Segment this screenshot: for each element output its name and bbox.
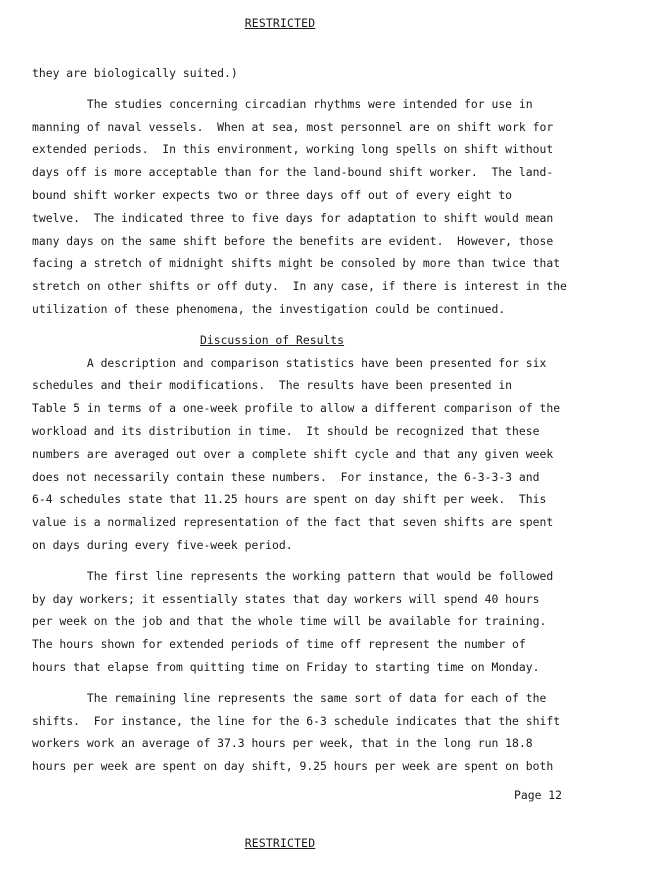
paragraph-line: 6-4 schedules state that 11.25 hours are spent on day shift per week. This (32, 492, 547, 507)
paragraph-line: manning of naval vessels. When at sea, most personnel are on shift work for (32, 119, 554, 134)
paragraph-line: days off is more acceptable than for the land-bound shift worker. The land- (32, 165, 554, 180)
page-number: Page 12 (514, 788, 563, 802)
section-heading (32, 329, 622, 352)
paragraph-line: A description and comparison statistics have been presented for six (32, 355, 547, 370)
paragraph-line: The remaining line represents the same sort of data for each of the (32, 690, 547, 705)
paragraph-line: twelve. The indicated three to five days for adaptation to shift would mean (32, 210, 554, 225)
paragraph-line: hours per week are spent on day shift, 9.25 hours per week are spent on both (32, 759, 554, 774)
document-body (32, 62, 622, 778)
paragraph-line: utilization of these phenomena, the investigation could be continued. (32, 301, 506, 316)
paragraph-line: value is a normalized representation of the fact that seven shifts are spent (32, 515, 554, 530)
paragraph-line: many days on the same shift before the benefits are evident. However, those (32, 233, 554, 248)
paragraph-line: hours that elapse from quitting time on Friday to starting time on Monday. (32, 659, 540, 674)
paragraph-line: by day workers; it essentially states that day workers will spend 40 hours (32, 591, 540, 606)
paragraph-line: facing a stretch of midnight shifts might be consoled by more than twice that (32, 256, 561, 271)
paragraph-line: numbers are averaged out over a complete shift cycle and that any given week (32, 446, 554, 461)
paragraph-line: workload and its distribution in time. It should be recognized that these (32, 423, 540, 438)
paragraph-line: The studies concerning circadian rhythms were intended for use in (32, 96, 533, 111)
paragraph-line: stretch on other shifts or off duty. In any case, if there is interest in the (32, 279, 567, 294)
paragraph-line: bound shift worker expects two or three days off out of every eight to (32, 187, 513, 202)
paragraph-line: shifts. For instance, the line for the 6-3 schedule indicates that the shift (32, 713, 561, 728)
paragraph-line: workers work an average of 37.3 hours per week, that in the long run 18.8 (32, 736, 533, 751)
paragraph-line: they are biologically suited.) (32, 66, 238, 80)
footer-restricted-marking: RESTRICTED (244, 836, 316, 850)
header-restricted-marking: RESTRICTED (244, 16, 316, 30)
paragraph-line: per week on the job and that the whole time will be available for training. (32, 614, 547, 629)
paragraph-line: Table 5 in terms of a one-week profile to allow a different comparison of the (32, 401, 561, 416)
section-heading-text: Discussion of Results (200, 332, 345, 347)
paragraph-line: does not necessarily contain these numbers. For instance, the 6-3-3-3 and (32, 469, 540, 484)
paragraph-line: extended periods. In this environment, working long spells on shift without (32, 142, 554, 157)
paragraph-line: on days during every five-week period. (32, 537, 293, 552)
paragraph-line: The first line represents the working pattern that would be followed (32, 568, 554, 583)
paragraph-line: schedules and their modifications. The results have been presented in (32, 378, 513, 393)
paragraph-line: The hours shown for extended periods of time off represent the number of (32, 637, 526, 652)
